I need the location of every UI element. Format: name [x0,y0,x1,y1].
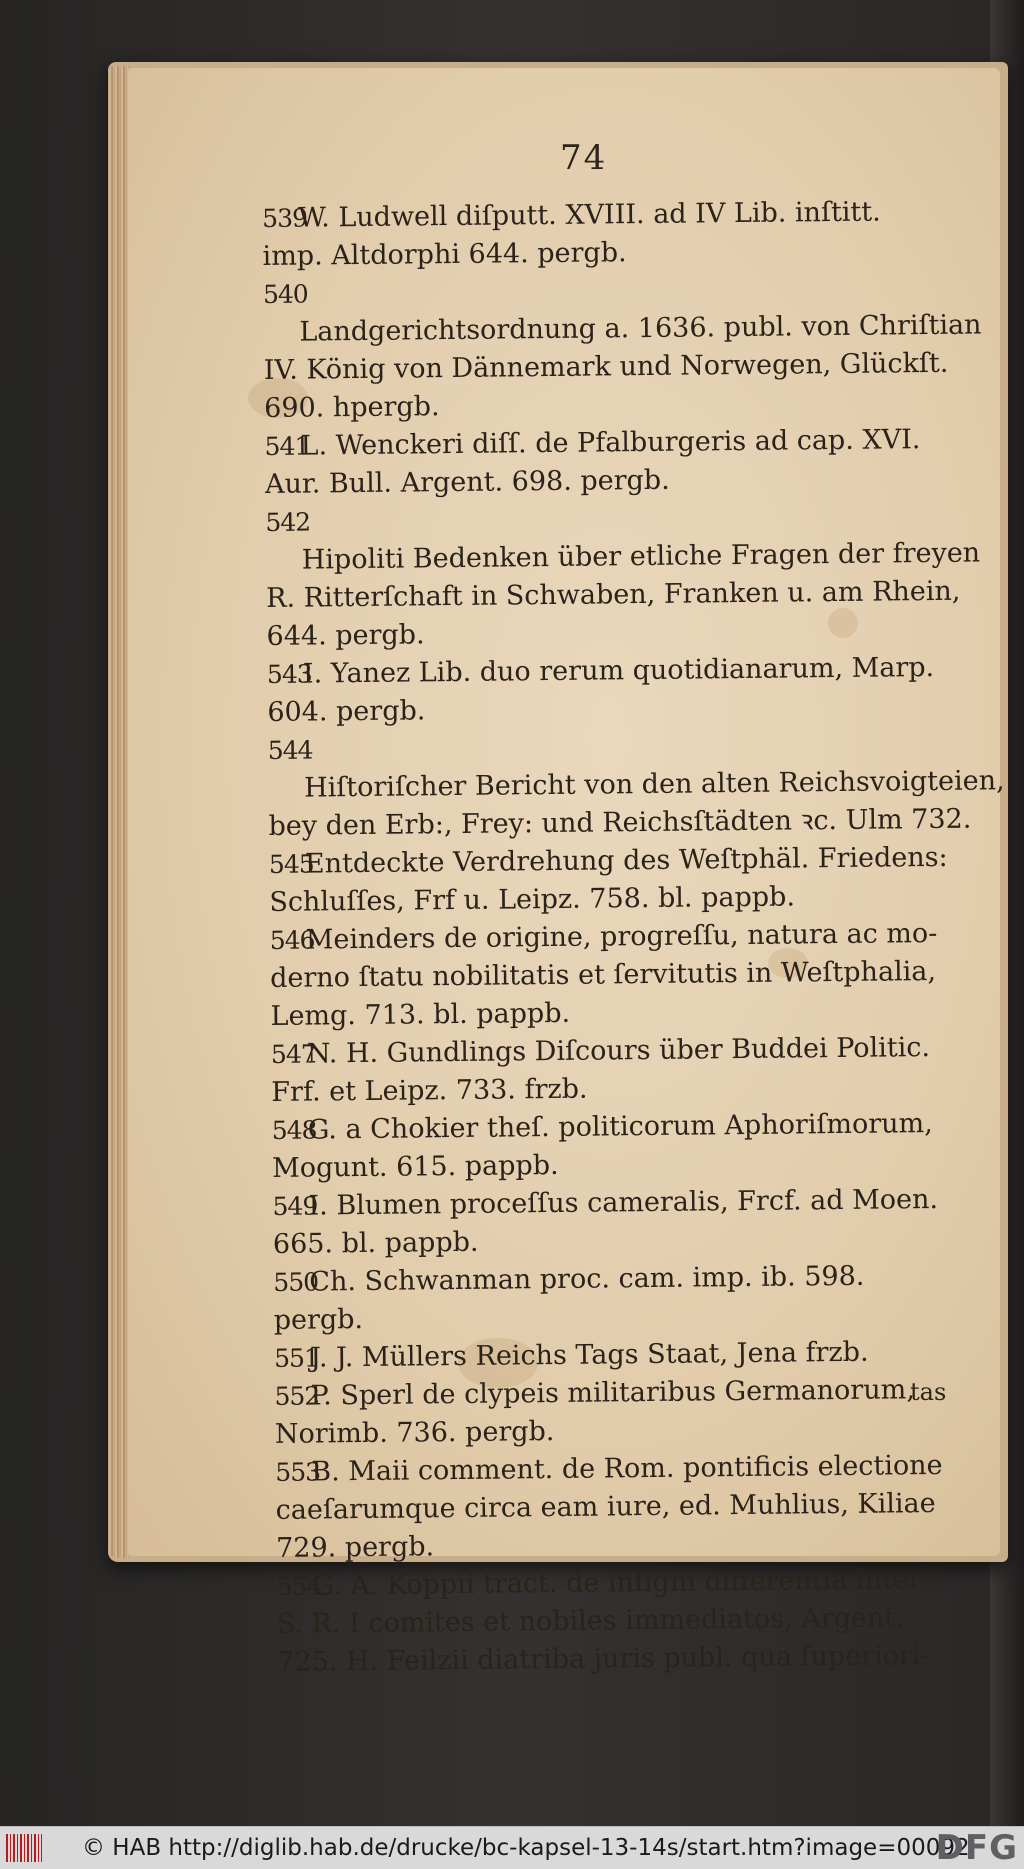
entry-number: 542 [265,507,311,537]
catchword: tas [910,1378,947,1406]
entry-number: 554 [276,1571,322,1601]
entry-line: Norimb. 736. pergb. [274,1416,555,1450]
entry-line: Ch. Schwanman proc. cam. imp. ib. 598. [309,1260,865,1298]
entry-line: Frf. et Leipz. 733. frzb. [271,1073,588,1108]
entry-line: W. Ludwell diſputt. XVIII. ad IV Lib. inſtitt. [298,196,881,234]
entry-number: 543 [266,659,312,689]
catalog-entry [271,1029,972,1112]
entry-line: Schluſſes, Frf u. Leipz. 758. bl. pappb. [269,881,796,918]
entry-line: 690. hpergb. [264,391,440,424]
entry-line: Entdeckte Verdrehung des Weſtphäl. Friedens: [304,841,948,880]
entry-number: 551 [273,1343,319,1373]
catalog-entries [262,193,1005,1682]
entry-line: Lemg. 713. bl. pappb. [270,997,571,1032]
footer-bar [0,1826,1024,1869]
catalog-entry [276,1561,977,1682]
entry-line: Meinders de origine, progreſſu, natura ac mo- [305,917,938,956]
entry-line: 725. H. Feilzii diatriba juris publ. qua ſuperiori- [277,1640,930,1678]
entry-line: I. Yanez Lib. duo rerum quotidianarum, Marp. [302,651,935,690]
catalog-entry [262,269,982,428]
catalog-entry [267,725,1005,846]
entry-line: Landgerichtsordnung a. 1636. publ. von Chriſtian [299,309,982,348]
catalog-entry [272,1181,973,1264]
entry-line: bey den Erb:, Frey: und Reichsſtädten ꝛc. Ulm 732. [268,803,972,842]
entry-line: S. R. I comites et nobiles immediatos, Argent. [276,1602,904,1640]
dfg-logo: DFG [935,1828,1018,1868]
entry-line: Mogunt. 615. pappb. [271,1149,559,1184]
copyright-link[interactable]: © HAB http://diglib.hab.de/drucke/bc-kapsel-13-14s/start.htm?image=00092 [82,1835,970,1861]
entry-number: 553 [275,1457,321,1487]
entry-line: 665. bl. pappb. [272,1226,479,1260]
catalog-entry [267,649,968,732]
entry-line: G. a Chokier theſ. politicorum Aphoriſmorum, [307,1108,933,1146]
catalog-entry [274,1371,975,1454]
catalog-entry [262,193,963,276]
entry-line: 604. pergb. [267,695,426,728]
entry-line: R. Ritterſchaft in Schwaben, Franken u. am Rhein, [266,575,961,614]
catalog-entry [264,421,965,504]
entry-line: P. Sperl de clypeis militaribus Germanorum, [310,1374,915,1412]
entry-line: B. Maii comment. de Rom. pontificis electione [311,1449,943,1488]
entry-number: 540 [262,279,308,309]
entry-line: N. H. Gundlings Diſcours über Buddei Politic. [306,1032,931,1070]
entry-line: derno ſtatu nobilitatis et ſervitutis in Weſtphalia, [269,955,937,994]
entry-line: Aur. Bull. Argent. 698. pergb. [264,464,670,500]
catalog-entry [272,1105,973,1188]
entry-line: IV. König von Dännemark und Norwegen, Glückſt. [263,347,949,386]
entry-line: imp. Altdorphi 644. pergb. [262,237,627,272]
entry-number: 545 [268,849,314,879]
catalog-entry [270,915,971,1036]
entry-number: 546 [269,925,315,955]
barcode-icon [6,1834,42,1862]
entry-number: 544 [267,735,313,765]
entry-number: 550 [273,1267,319,1297]
entry-line: 729. pergb. [275,1531,435,1564]
entry-number: 541 [264,431,310,461]
catalog-entry [265,497,981,656]
entry-line: Hiſtoriſcher Bericht von den alten Reichsvoigteien, [303,765,1005,804]
entry-line: G. A. Koppii tract. de inſigni differentia inter [312,1564,922,1602]
entry-number: 547 [270,1039,316,1069]
entry-line: J. J. Müllers Reichs Tags Staat, Jena frzb. [309,1336,869,1374]
catalog-entry [269,839,970,922]
page-number: 74 [560,138,608,178]
catalog-entry [273,1257,974,1340]
entry-number: 549 [272,1191,318,1221]
entry-line: caeſarumque circa eam iure, ed. Muhlius, Kiliae [275,1488,936,1526]
catalog-entry [275,1447,976,1568]
entry-line: I. Blumen proceſſus cameralis, Frcf. ad Moen. [308,1183,939,1222]
entry-number: 552 [274,1381,320,1411]
entry-number: 548 [271,1115,317,1145]
entry-line: L. Wenckeri diſſ. de Pfalburgeris ad cap. XVI. [300,424,921,462]
entry-line: Hipoliti Bedenken über etliche Fragen der freyen [301,537,981,576]
entry-number: 539 [262,203,308,233]
entry-line: 644. pergb. [266,619,425,652]
entry-line: pergb. [273,1304,364,1336]
